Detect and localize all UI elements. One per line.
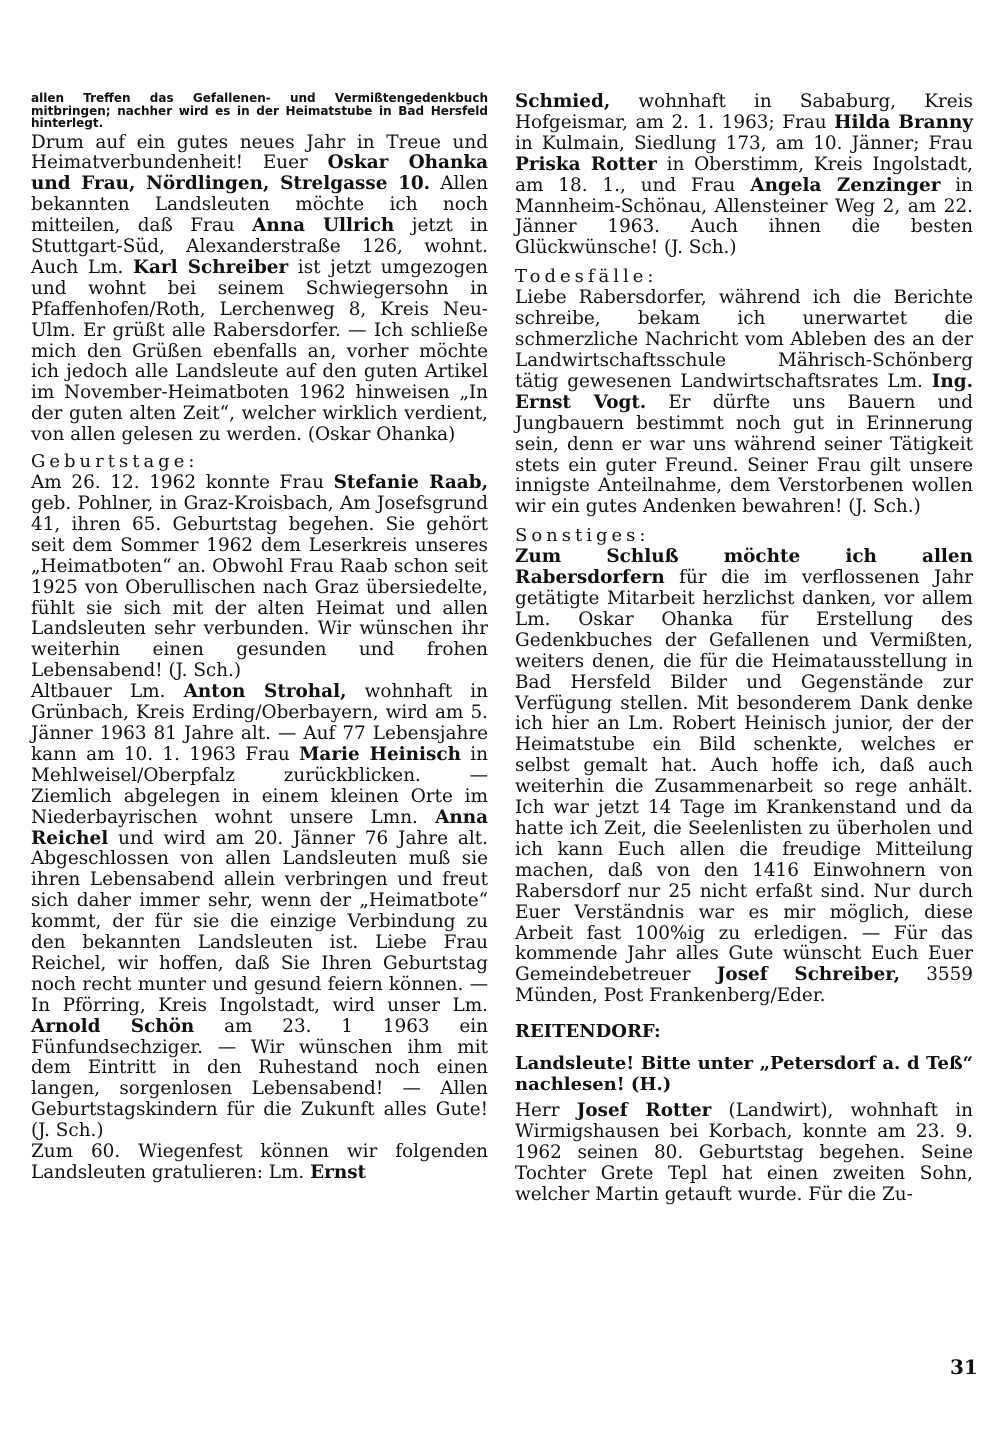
bold-name: Priska Rotter [515, 153, 657, 175]
text-run: Liebe Rabersdorfer, während ich die Berichte schreibe, bekam ich unerwartet die schmerzliche Nachricht vom Ableben des an der Landwirtschaftsschule Mährisch-Schönberg tätig gewesenen Landwirtschaftsrates Lm. [515, 287, 973, 392]
reitendorf-subheading: Landsleute! Bitte unter „Petersdorf a. d Teß“ nachlesen! (H.) [515, 1053, 973, 1096]
text-run: Altbauer Lm. [31, 681, 184, 703]
section-heading-deaths: Todesfälle: [515, 266, 658, 288]
bold-name: Stefanie Raab, [333, 472, 488, 494]
section-heading-birthdays: Geburtstage: [31, 451, 199, 473]
text-run: in Oberstimm, Kreis Ingolstadt, am 18. 1., und Frau [515, 153, 973, 196]
text-run: für die im verflossenen Jahr getätigte Mitarbeit herzlichst danken, vor allem Lm. Oskar Ohanka für Erstellung des Gedenkbuches der Gefallenen und Vermißten, weiters denen, die für die Heimatausstellung in Bad Hersfeld Bilder und Gegenstände zur Verfügung stellen. Mit besonderem Dank denke ich hier an Lm. Robert Heinisch junior, der der Heimatstube ein Bild schenkte, welches er selbst gemalt hat. Auch hoffe ich, daß auch weiterhin die Zusammenarbeit so rege anhält. Ich war jetzt 14 Tage im Krankenstand und da hatte ich Zeit, die Seelenlisten zu überholen und ich kann Euch allen die freudige Mitteilung machen, daß von den 1416 Einwohnern von Rabersdorf nur 25 nicht erfaßt sind. Nur durch Euer Verständnis war es mir möglich, diese Arbeit fast 100%ig zu erledigen. — Für das kommende Jahr alles Gute wünscht Euch Euer Gemeindebetreuer [515, 567, 973, 986]
raab-paragraph [31, 473, 488, 682]
text-run: wohnhaft in Grünbach, Kreis Erding/Oberbayern, wird am 5. Jänner 1963 81 Jahre alt. — Auf 77 Lebensjahre kann am 10. 1. 1963 Frau [31, 681, 488, 765]
text-run: am 23. 1 1963 ein Fünfundsechziger. — Wir wünschen ihm mit dem Eintritt in den Ruhestand noch einen langen, sorgenlosen Lebensabend! — Allen Geburtstagskindern für die Zukunft alles Gute! (J. Sch.) [31, 1015, 488, 1142]
bold-name: Angela Zenzinger [750, 174, 941, 196]
bold-name: Anna Reichel [31, 806, 488, 849]
vogt-paragraph [515, 288, 973, 518]
congrats-paragraph [515, 92, 973, 259]
text-run: Herr [515, 1100, 577, 1122]
ohanka-greeting-paragraph [31, 133, 488, 447]
text-run: in Mannheim-Schönau, Allensteiner Weg 2, am 22. Jänner 1963. Auch ihnen die besten Glückwünsche! (J. Sch.) [515, 174, 974, 259]
page-number: 31 [950, 1355, 978, 1379]
bold-name: Josef Schreiber, [716, 964, 900, 986]
text-run: Zum 60. Wiegenfest können wir folgenden Landsleuten gratulieren: Lm. [31, 1141, 488, 1183]
text-run: in Kulmain, Siedlung 173, am 10. Jänner; Frau [515, 132, 973, 154]
text-run: Am 26. 12. 1962 konnte Frau [31, 472, 334, 494]
bold-name: Hilda Branny [834, 111, 973, 133]
bold-name: Arnold Schön [31, 1015, 195, 1037]
text-run: und wird am 20. Jänner 76 Jahre alt. Abgeschlossen von allen Landsleuten muß sie ihren Lebensabend allein verbringen und freut sich daher immer sehr, wenn der „Heimatbote“ kommt, der für sie die einzige Verbindung zu den bekannten Landsleuten ist. Liebe Frau Reichel, wir hoffen, daß Sie Ihren Geburtstag noch recht munter und gesund feiern können. — In Pförring, Kreis Ingolstadt, wird unser Lm. [31, 827, 488, 1016]
bold-name: Oskar Ohanka und Frau, Nördlingen, Strelgasse 10. [31, 152, 488, 195]
bold-name: Karl Schreiber [132, 256, 289, 278]
text-run: wohnhaft in Sababurg, Kreis Hofgeismar, am 2. 1. 1963; Frau [515, 91, 973, 133]
bold-name: Anton Strohal, [183, 681, 347, 703]
text-run: geb. Pohlner, in Graz-Kroisbach, Am Josefsgrund 41, ihren 65. Geburtstag begehen. Sie gehört seit dem Sommer 1962 dem Leserkreis unseres „Heimatboten“ an. Obwohl Frau Raab schon seit 1925 von Oberullischen nach Graz übersiedelte, fühlt sie sich mit der alten Heimat und allen Landsleuten sehr verbunden. Wir wünschen ihr weiterhin einen gesunden und frohen Lebensabend! (J. Sch.) [31, 493, 488, 682]
bold-name: Ernst [310, 1162, 367, 1183]
bold-name: Anna Ullrich [252, 215, 395, 237]
bold-name: Marie Heinisch [299, 743, 461, 765]
text-run: jetzt in Stuttgart-Süd, Alexanderstraße 126, wohnt. Auch Lm. [31, 215, 488, 278]
section-heading-misc: Sonstiges: [515, 525, 650, 547]
intro-note: allen Treffen das Gefallenen- und Vermißtengedenkbuch mitbringen; nachher wird es in der Heimatstube in Bad Hersfeld hinterlegt. [31, 91, 488, 130]
bold-name: Zum Schluß möchte ich allen Rabersdorfern [515, 546, 973, 589]
reitendorf-heading: REITENDORF: [515, 1021, 661, 1043]
bold-name: Schmied, [515, 91, 611, 112]
text-run: (Landwirt), wohnhaft in Wirmigshausen bei Korbach, konnte am 23. 9. 1962 seinen 80. Geburtstag begehen. Seine Tochter Grete Tepl hat einen zweiten Sohn, welcher Martin getauft wurde. Für die Zu- [515, 1100, 973, 1205]
text-run: Allen bekannten Landsleuten möchte ich noch mitteilen, daß Frau [31, 173, 488, 237]
text-run: in Mehlweisel/Oberpfalz zurückblicken. — Ziemlich abgelegen in einem kleinen Orte im Niederbayrischen wohnt unsere Lmn. [31, 743, 488, 828]
left-column [31, 92, 488, 1184]
text-run: 3559 Münden, Post Frankenberg/Eder. [515, 964, 973, 1007]
strohal-paragraph [31, 682, 488, 1142]
bold-name: Ing. Ernst Vogt. [515, 370, 973, 413]
thanks-paragraph [515, 547, 973, 1007]
bold-name: Josef Rotter [576, 1100, 712, 1122]
rotter-paragraph [515, 1101, 973, 1206]
text-run: Er dürfte uns Bauern und Jungbauern bestimmt noch gut in Erinnerung sein, denn er war uns während seiner Tätigkeit stets ein guter Freund. Seiner Frau gilt unsere innigste Anteilnahme, dem Verstorbenen wollen wir ein gutes Andenken bewahren! (J. Sch.) [515, 391, 973, 518]
text-run: ist jetzt umgezogen und wohnt bei seinem Schwiegersohn in Pfaffenhofen/Roth, Lerchenweg 8, Kreis Neu-Ulm. Er grüßt alle Rabersdorfer. — Ich schließe mich den Grüßen ebenfalls an, vorher möchte ich jedoch alle Landsleute auf den guten Artikel im November-Heimatboten 1962 hinweisen „In der guten alten Zeit“, welcher wirklich verdient, von allen gelesen zu werden. (Oskar Ohanka) [31, 256, 488, 446]
wiegenfest-paragraph [31, 1142, 488, 1184]
right-column [515, 92, 973, 1206]
text-run: Drum auf ein gutes neues Jahr in Treue und Heimatverbundenheit! Euer [31, 131, 488, 174]
